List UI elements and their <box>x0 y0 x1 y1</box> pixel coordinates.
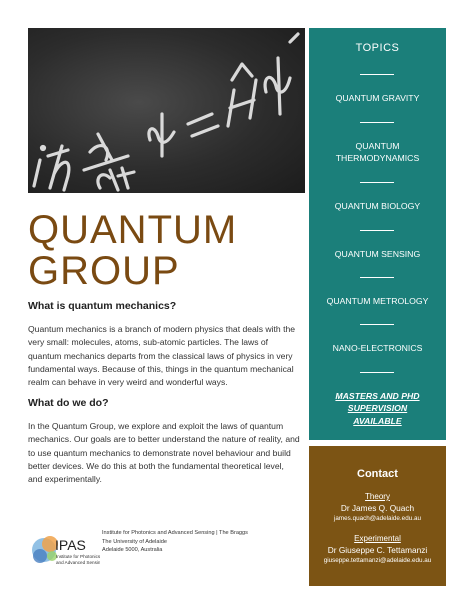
theory-contact-name: Dr James Q. Quach <box>340 503 415 513</box>
page-title <box>28 210 237 292</box>
logo-subtitle-2: and Advanced Sensing <box>56 560 100 565</box>
masters-line: AVAILABLE <box>353 415 402 426</box>
footer-line-1: Institute for Photonics and Advanced Sensing | The Braggs <box>102 530 248 536</box>
masters-line: SUPERVISION <box>347 403 408 414</box>
logo-subtitle-1: Institute for Photonics <box>56 554 100 559</box>
divider <box>360 324 394 325</box>
section-heading-what-do: What do we do? <box>28 397 109 409</box>
topic-quantum-gravity: QUANTUM GRAVITY <box>335 93 420 103</box>
contact-heading: Contact <box>357 468 398 480</box>
paragraph-line: mechanics. Our goals are to better understand the nature of reality, and <box>28 434 300 445</box>
chalkboard-image <box>28 28 305 193</box>
theory-label: Theory <box>365 492 390 501</box>
paragraph-line: and experimentally. <box>28 474 102 485</box>
experimental-contact-name: Dr Giuseppe C. Tettamanzi <box>327 545 428 555</box>
topic-quantum-thermodynamics <box>309 140 446 164</box>
title-line-1: QUANTUM <box>28 208 238 252</box>
paragraph-line: to use quantum mechanics to demonstrate novel behaviour and build <box>28 447 291 458</box>
footer-address <box>102 529 248 555</box>
ipas-logo <box>28 526 100 578</box>
section-paragraph-what-do <box>28 420 306 486</box>
topic-line: QUANTUM <box>355 141 400 151</box>
topics-panel <box>309 28 446 440</box>
title-line-2: GROUP <box>28 249 180 293</box>
section-paragraph-what-is <box>28 323 306 389</box>
divider <box>360 372 394 373</box>
topic-line: THERMODYNAMICS <box>335 153 420 163</box>
schrodinger-equation-icon <box>28 28 305 193</box>
experimental-label: Experimental <box>354 534 401 543</box>
divider <box>360 182 394 183</box>
topics-heading: TOPICS <box>355 42 400 54</box>
divider <box>360 122 394 123</box>
topic-quantum-sensing: QUANTUM SENSING <box>334 249 421 259</box>
paragraph-line: realm can behave in very weird and wonderful ways. <box>28 377 228 388</box>
paragraph-line: very small: molecules, atoms, sub-atomic particles. The laws of <box>28 337 269 348</box>
paragraph-line: fundamental ways. Because of this, things in the quantum mechanical <box>28 363 294 374</box>
paragraph-line: In the Quantum Group, we explore and exploit the laws of quantum <box>28 421 284 431</box>
divider <box>360 277 394 278</box>
theory-contact-email[interactable]: james.quach@adelaide.edu.au <box>334 515 421 522</box>
divider <box>360 74 394 75</box>
topic-quantum-metrology: QUANTUM METROLOGY <box>326 296 429 306</box>
footer-line-3: Adelaide 5000, Australia <box>102 547 163 554</box>
divider <box>360 230 394 231</box>
logo-wordmark: IPAS <box>55 537 86 553</box>
experimental-contact-email[interactable]: giuseppe.tettamanzi@adelaide.edu.au <box>323 557 432 564</box>
paragraph-line: quantum mechanics departs from the classical laws of physics in very <box>28 350 293 361</box>
masters-line: MASTERS AND PHD <box>335 391 420 401</box>
topic-nano-electronics: NANO-ELECTRONICS <box>332 343 423 353</box>
paragraph-line: Quantum mechanics is a branch of modern physics that deals with the <box>28 324 296 334</box>
contact-panel <box>309 446 446 586</box>
paragraph-line: better devices. We do this at both the fundamental theoretical level, <box>28 460 284 471</box>
footer-line-2: The University of Adelaide <box>102 538 167 545</box>
ipas-logo-icon <box>28 526 100 578</box>
topic-quantum-biology: QUANTUM BIOLOGY <box>334 201 421 211</box>
section-heading-what-is: What is quantum mechanics? <box>28 300 177 312</box>
masters-phd-supervision-link[interactable] <box>309 390 446 427</box>
